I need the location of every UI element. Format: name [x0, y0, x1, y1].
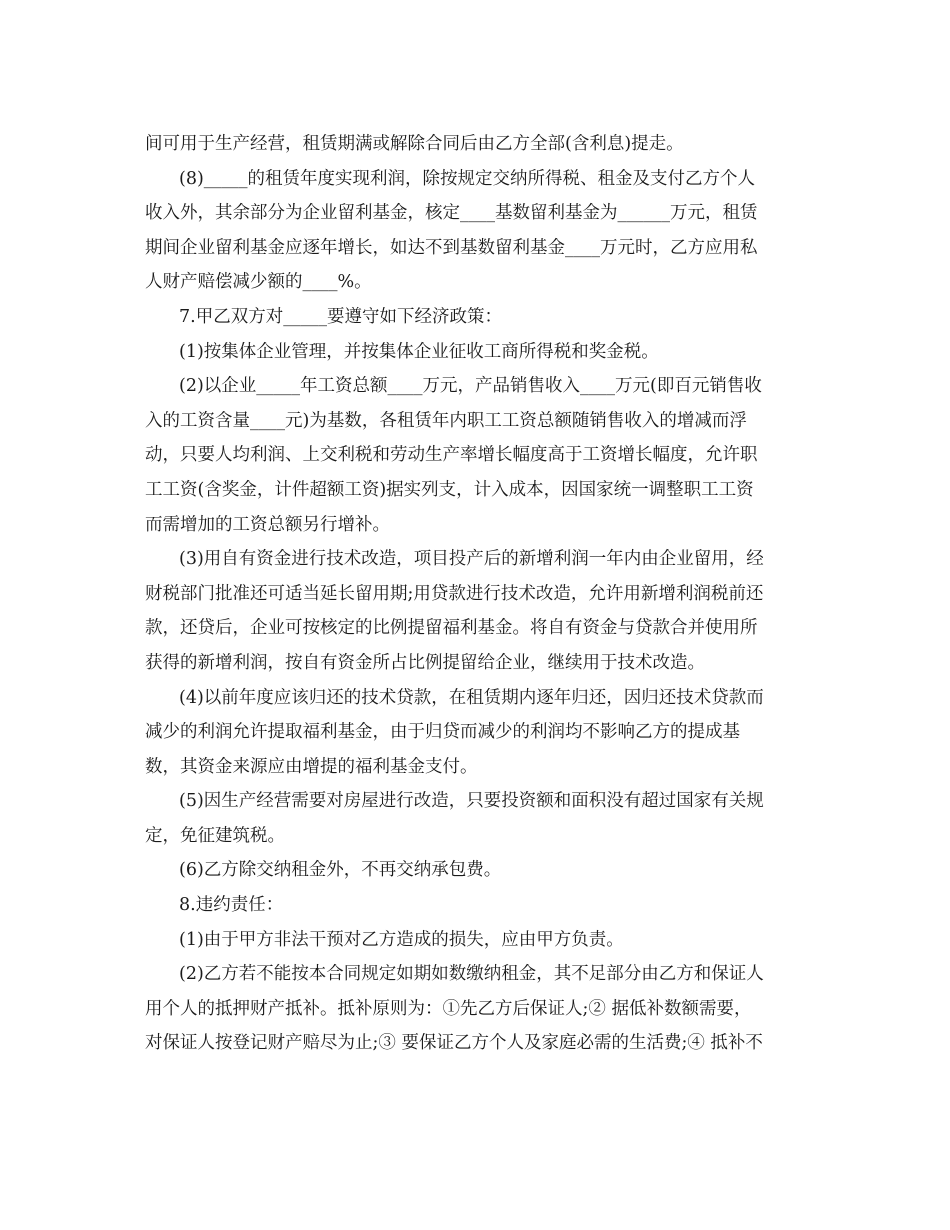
text-line: (5)因生产经营需要对房屋进行改造，只要投资额和面积没有超过国家有关规	[179, 791, 764, 812]
section-heading: 8.违约责任：	[179, 895, 284, 916]
text-line: 动，只要人均利润、上交利税和劳动生产率增长幅度高于工资增长幅度，允许职	[145, 445, 758, 466]
text-line: (3)用自有资金进行技术改造，项目投产后的新增利润一年内由企业留用，经	[179, 549, 764, 570]
text-line: 定，免征建筑税。	[145, 825, 285, 846]
text-line: 收入外，其余部分为企业留利基金，核定____基数留利基金为______万元，租赁	[145, 203, 758, 224]
text-line: (2)以企业_____年工资总额____万元，产品销售收入____万元(即百元销售收	[179, 376, 762, 397]
text-line: 而需增加的工资总额另行增补。	[145, 514, 390, 535]
document-body	[145, 127, 810, 1061]
text-line: (6)乙方除交纳租金外，不再交纳承包费。	[179, 860, 502, 881]
text-line: 获得的新增利润，按自有资金所占比例提留给企业，继续用于技术改造。	[145, 652, 705, 673]
text-line: (2)乙方若不能按本合同规定如期如数缴纳租金，其不足部分由乙方和保证人	[179, 964, 764, 985]
text-line: 期间企业留利基金应逐年增长，如达不到基数留利基金____万元时，乙方应用私	[145, 237, 758, 258]
text-line: (1)由于甲方非法干预对乙方造成的损失，应由甲方负责。	[179, 929, 624, 950]
text-line: 数，其资金来源应由增提的福利基金支付。	[145, 756, 478, 777]
text-line: (8)_____的租赁年度实现利润，除按规定交纳所得税、租金及支付乙方个人	[179, 168, 756, 189]
text-line: 款，还贷后，企业可按核定的比例提留福利基金。将自有资金与贷款合并使用所	[145, 618, 758, 639]
text-line: 人财产赔偿减少额的____%。	[145, 272, 372, 293]
text-line: (1)按集体企业管理，并按集体企业征收工商所得税和奖金税。	[179, 341, 659, 362]
text-line: 减少的利润允许提取福利基金，由于归贷而减少的利润均不影响乙方的提成基	[145, 722, 740, 743]
text-line: 对保证人按登记财产赔尽为止;③ 要保证乙方个人及家庭必需的生活费;④ 抵补不	[145, 1033, 763, 1054]
section-heading: 7.甲乙双方对_____要遵守如下经济政策：	[179, 306, 502, 327]
text-line: 入的工资含量____元)为基数，各租赁年内职工工资总额随销售收入的增减而浮	[145, 410, 747, 431]
text-line: 工工资(含奖金，计件超额工资)据实列支，计入成本，因国家统一调整职工工资	[145, 479, 754, 500]
text-line: 财税部门批准还可适当延长留用期;用贷款进行技术改造，允许用新增利润税前还	[145, 583, 764, 604]
text-line: 用个人的抵押财产抵补。抵补原则为：①先乙方后保证人;② 据低补数额需要，	[145, 998, 752, 1019]
text-line: 间可用于生产经营，租赁期满或解除合同后由乙方全部(含利息)提走。	[145, 134, 684, 154]
text-line: (4)以前年度应该归还的技术贷款，在租赁期内逐年归还，因归还技术贷款而	[179, 687, 764, 708]
